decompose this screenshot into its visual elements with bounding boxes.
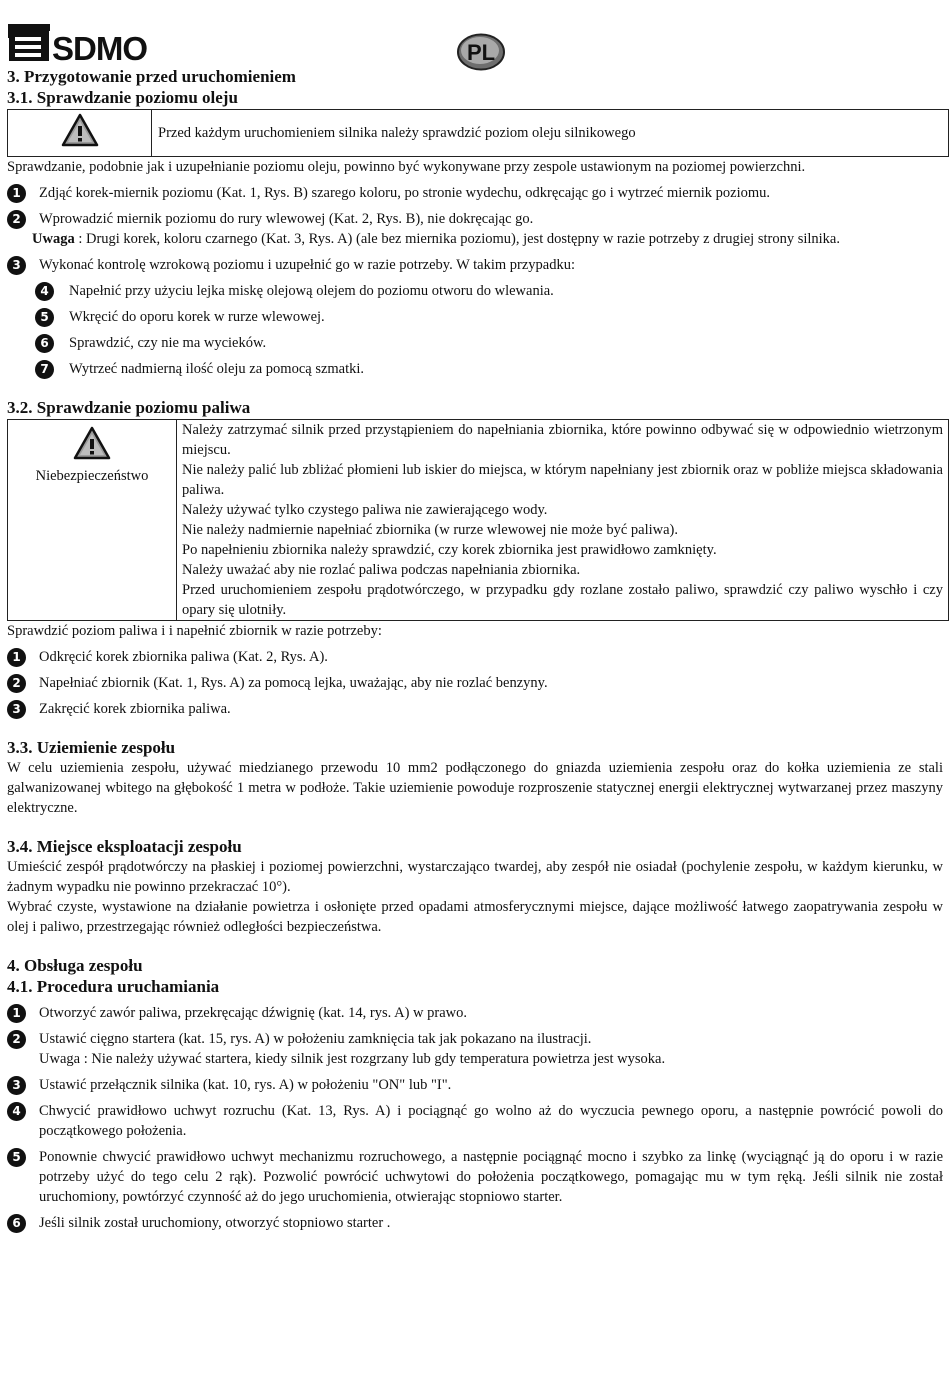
page-header [6,10,946,70]
step-text: Zakręcić korek zbiornika paliwa. [39,701,231,717]
document-body [7,66,943,1233]
warning-line: Należy zatrzymać silnik przed przystąpieniem do napełniania zbiornika, które powinno odbywać się w odpowiednio wietrzonym miejscu. [182,422,943,458]
svg-text:SDMO: SDMO [52,30,147,67]
location-text-2: Wybrać czyste, wystawione na działanie powietrza i osłonięte przed opadami atmosferycznymi miejsce, dające możliwość łatwego zaopatrywania zespołu w olej i paliwo, przestrzegając również odległości bezpieczeństwa. [7,899,943,935]
warning-line: Nie należy nadmiernie napełniać zbiornika (w rurze wlewowej nie może być paliwa). [182,522,679,538]
list-item [7,183,943,203]
step-number: 5 [35,308,54,327]
step-number: 2 [7,210,26,229]
step-number: 3 [7,1076,26,1095]
location-text-1: Umieścić zespół prądotwórczy na płaskiej i poziomej powierzchni, wystarczająco twardej, aby zespół nie osiadał (pochylenie zespołu, w każdym kierunku, w żadnym wypadku nie powinno przekraczać 10°). [7,859,943,895]
note-label: Uwaga [32,231,75,247]
step-number: 3 [7,700,26,719]
oil-note [7,229,943,249]
list-item [7,1101,943,1141]
svg-text:PL: PL [466,40,496,65]
step-text: Wykonać kontrolę wzrokową poziomu i uzupełnić go w razie potrzeby. W takim przypadku: [39,257,575,273]
step-number: 7 [35,360,54,379]
step-text: Ponownie chwycić prawidłowo uchwyt mechanizmu rozruchowego, a następnie pociągnąć mocno i szybko za linkę (wyciągnąć ją do oporu i w razie potrzeby użyć do tego celu 2 rąk). Pozwolić powrócić uchwytowi do położenia początkowego, pomagając mu w tym ręką. Jeśli silnik nie został uruchomiony, powtórzyć czynność aż do jego uruchomienia, otwierając stopniowo starter. [39,1149,943,1205]
step-number: 3 [7,256,26,275]
oil-intro: Sprawdzanie, podobnie jak i uzupełnianie poziomu oleju, powinno być wykonywane przy zespole ustawionym na poziomej powierzchni. [7,159,806,175]
warning-line: Nie należy palić lub zbliżać płomieni lub iskier do miejsca, w którym napełniany jest zbiornik oraz w pobliże miejsca składowania paliwa. [182,462,943,498]
warning-line: Po napełnieniu zbiornika należy sprawdzić, czy korek zbiornika jest prawidłowo zamknięty. [182,542,717,558]
section-3-2-title: 3.2. Sprawdzanie poziomu paliwa [7,398,251,417]
warning-cell [8,110,152,157]
step-text: Zdjąć korek-miernik poziomu (Kat. 1, Rys. B) szarego koloru, po stronie wydechu, odkręcając go i wytrzeć miernik poziomu. [39,185,771,201]
step-number: 2 [7,674,26,693]
grounding-text: W celu uziemienia zespołu, używać miedzianego przewodu 10 mm2 podłączonego do gniazda uziemienia zespołu oraz do kołka uziemienia ze stali galwanizowanej wbitego na głębokość 1 metra w podłoże. Takie uziemienie powoduje rozproszenie statycznej energii elektrycznej wytwarzanej przez maszyny elektryczne. [7,760,943,816]
list-item [7,281,943,301]
list-item [7,307,943,327]
list-item [7,209,943,229]
warning-line: Należy uważać aby nie rozlać paliwa podczas napełniania zbiornika. [182,562,581,578]
step-number: 1 [7,1004,26,1023]
step-number: 4 [7,1102,26,1121]
oil-warning-text: Przed każdym uruchomieniem silnika należy sprawdzić poziom oleju silnikowego [152,110,949,157]
step-text: Sprawdzić, czy nie ma wycieków. [69,335,267,351]
list-item [7,1147,943,1207]
step-number: 6 [35,334,54,353]
step-text: Napełniać zbiornik (Kat. 1, Rys. A) za pomocą lejka, uważając, aby nie rozlać benzyny. [39,675,548,691]
list-item [7,647,943,667]
warning-line: Przed uruchomieniem zespołu prądotwórczego, w przypadku gdy rozlane zostało paliwo, sprawdzić czy paliwo wyschło i czy opary się ulotniły. [182,582,943,618]
section-3-3-title: 3.3. Uziemienie zespołu [7,738,176,757]
list-item [7,333,943,353]
warning-triangle-icon [61,113,99,147]
warning-line: Należy używać tylko czystego paliwa nie zawierającego wody. [182,502,548,518]
list-item [7,1029,943,1049]
step-text: Ustawić przełącznik silnika (kat. 10, rys. A) w położeniu "ON" lub "I". [39,1077,452,1093]
step-text: Napełnić przy użyciu lejka miskę olejową olejem do poziomu otworu do wlewania. [69,283,554,299]
step-text: Wkręcić do oporu korek w rurze wlewowej. [69,309,325,325]
list-item [7,1075,943,1095]
list-item [7,699,943,719]
fuel-intro: Sprawdzić poziom paliwa i i napełnić zbiornik w razie potrzeby: [7,623,382,639]
danger-cell [8,420,177,621]
list-item [7,673,943,693]
step-number: 4 [35,282,54,301]
step-number: 1 [7,184,26,203]
list-item [7,255,943,275]
step-text: Ustawić cięgno startera (kat. 15, rys. A) w położeniu zamknięcia tak jak pokazano na ilustracji. [39,1031,592,1047]
list-item [7,1213,943,1233]
step-number: 2 [7,1030,26,1049]
step-number: 6 [7,1214,26,1233]
step-text: Wprowadzić miernik poziomu do rury wlewowej (Kat. 2, Rys. B), nie dokręcając go. [39,211,534,227]
fuel-warnings [177,420,949,621]
list-item [7,359,943,379]
step-text: Chwycić prawidłowo uchwyt rozruchu (Kat. 13, Rys. A) i pociągnąć go wolno aż do wyczucia pewnego oporu, a następnie powrócić powoli do początkowego położenia. [39,1103,943,1139]
section-3-4-title: 3.4. Miejsce eksploatacji zespołu [7,837,242,856]
danger-label: Niebezpieczeństwo [35,468,149,484]
fuel-danger-box [7,419,949,621]
sdmo-logo [8,24,150,68]
section-3-1-title: 3.1. Sprawdzanie poziomu oleju [7,88,238,107]
section-4-title: 4. Obsługa zespołu [7,956,143,975]
list-item [7,1003,943,1023]
section-4-1-title: 4.1. Procedura uruchamiania [7,977,220,996]
note-text: : Drugi korek, koloru czarnego (Kat. 3, Rys. A) (ale bez miernika poziomu), jest dostępny w razie potrzeby z drugiej strony silnika. [74,231,840,247]
oil-warning-box [7,109,949,157]
step-number: 1 [7,648,26,667]
step-text: Jeśli silnik został uruchomiony, otworzyć stopniowo starter . [39,1215,391,1231]
starter-note: Uwaga : Nie należy używać startera, kiedy silnik jest rozgrzany lub gdy temperatura powietrza jest wysoka. [39,1051,666,1067]
step-text: Otworzyć zawór paliwa, przekręcając dźwignię (kat. 14, rys. A) w prawo. [39,1005,467,1021]
step-text: Odkręcić korek zbiornika paliwa (Kat. 2, Rys. A). [39,649,328,665]
step-number: 5 [7,1148,26,1167]
step-text: Wytrzeć nadmierną ilość oleju za pomocą szmatki. [69,361,365,377]
section-3-title: 3. Przygotowanie przed uruchomieniem [7,67,296,86]
warning-triangle-icon [73,426,111,460]
